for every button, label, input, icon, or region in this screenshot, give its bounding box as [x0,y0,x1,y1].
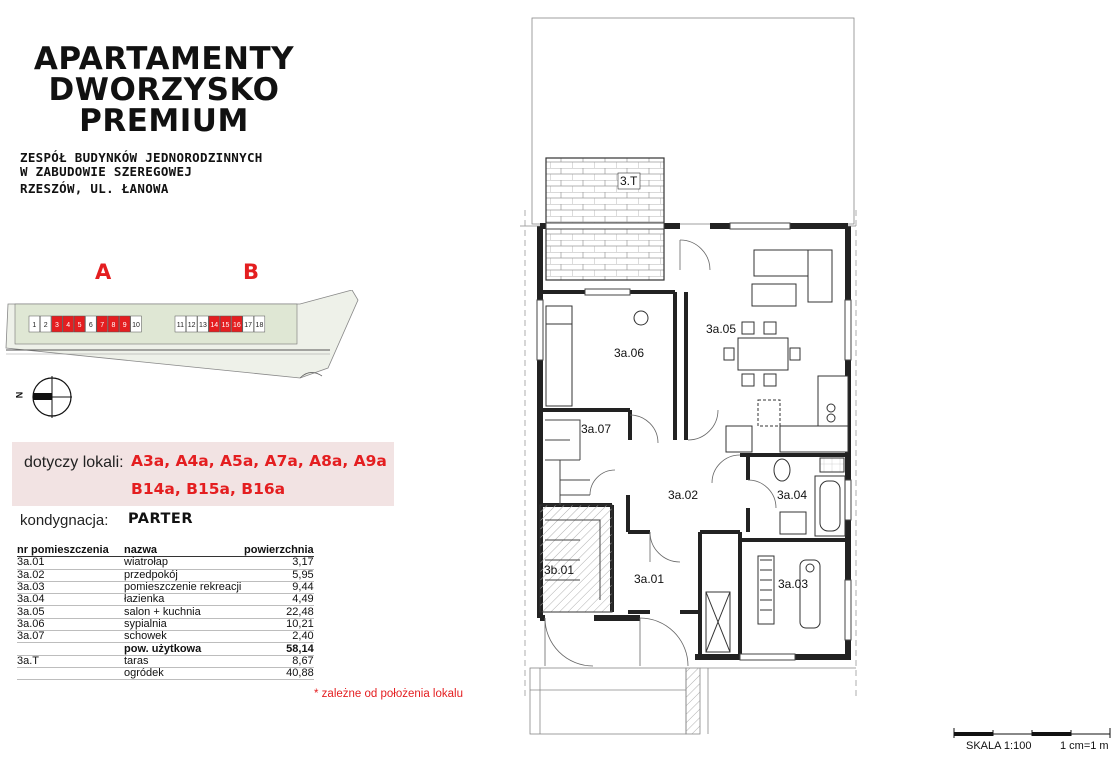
group-a-label: A [95,260,112,284]
cell-nr: 3a.02 [17,569,124,581]
room-terrace: 3.T [620,174,638,188]
rooms-table-header [17,545,314,557]
project-title [0,41,328,139]
cell-nazwa: sypialnia [124,618,244,630]
cell-pow: 10,21 [244,618,314,630]
cell-nazwa: taras [124,655,244,667]
site-unit-label: 6 [88,322,93,329]
room-rekreacja: 3a.03 [778,577,809,591]
site-unit-label: 9 [122,322,127,329]
site-unit-label: 12 [187,322,196,329]
scale-unit: 1 cm=1 m [1060,740,1109,752]
header-nr: nr pomieszczenia [17,545,124,557]
cell-nazwa: wiatrołap [124,557,244,569]
site-unit-label: 7 [100,322,105,329]
cell-pow: 40,88 [244,667,314,679]
cell-pow: 3,17 [244,557,314,569]
title-line-1: APARTAMENTY [33,41,295,77]
room-wiatrolap: 3a.01 [634,572,665,586]
room-schowek: 3a.07 [581,422,612,436]
room-neighbor: 3b.01 [544,563,575,577]
table-total-row [17,643,314,655]
cell-nr: 3a.06 [17,618,124,630]
site-unit-label: 13 [199,322,207,329]
table-row [17,631,314,643]
scale-label: SKALA 1:100 [966,740,1032,752]
site-unit-label: 2 [43,322,48,329]
cell-nr: 3a.07 [17,631,124,643]
cell-nr: 3a.03 [17,581,124,593]
table-row [17,557,314,569]
table-row [17,618,314,630]
floor-plan [515,15,860,740]
rooms-table [17,545,314,680]
cell-pow: 4,49 [244,594,314,606]
site-unit-label: 11 [176,322,184,329]
table-row [17,581,314,593]
cell-pow: 2,40 [244,631,314,643]
table-row [17,606,314,618]
lokale-line-2: B14a, B15a, B16a [131,480,286,498]
kondygnacja-label: kondygnacja: [20,512,109,529]
cell-nr [17,667,124,679]
cell-nazwa: salon + kuchnia [124,606,244,618]
site-unit-label: 16 [232,322,241,329]
cell-nazwa: łazienka [124,594,244,606]
site-unit-label: 18 [255,322,264,329]
site-unit-label: 4 [66,322,71,329]
footnote: * zależne od położenia lokalu [314,688,463,700]
subtitle-line-3: RZESZÓW, UL. ŁANOWA [20,181,169,196]
site-unit-label: 10 [132,322,140,329]
cell-nr: 3a.04 [17,594,124,606]
site-unit-label: 8 [111,322,116,329]
cell-pow: 22,48 [244,606,314,618]
room-sypialnia: 3a.06 [614,346,645,360]
cell-nazwa: ogródek [124,667,244,679]
subtitle-line-2: W ZABUDOWIE SZEREGOWEJ [20,164,193,179]
title-line-3: PREMIUM [79,103,249,139]
kondygnacja-value: PARTER [128,511,193,527]
site-unit-label: 5 [77,322,82,329]
header-nazwa: nazwa [124,545,244,557]
site-unit-label: 14 [210,322,219,329]
room-salon: 3a.05 [706,322,737,336]
table-row [17,569,314,581]
subtitle-line-1: ZESPÓŁ BUDYNKÓW JEDNORODZINNYCH [20,150,263,165]
cell-nr: 3a.05 [17,606,124,618]
title-line-2: DWORZYSKO [48,72,280,108]
room-lazienka: 3a.04 [777,488,808,502]
cell-nazwa: pomieszczenie rekreacji [124,581,244,593]
cell-pow: 8,67 [244,655,314,667]
header-powierzchnia: powierzchnia [244,544,314,557]
cell-pow: 9,44 [244,581,314,593]
compass-north-label: N [14,391,25,399]
site-unit-label: 17 [244,322,253,329]
cell-nr: 3a.T [17,655,124,667]
cell-nazwa: schowek [124,631,244,643]
site-unit-label: 3 [54,322,59,329]
cell-nr: 3a.01 [17,557,124,569]
table-row [17,655,314,667]
cell-nazwa: pow. użytkowa [124,643,244,655]
table-row [17,594,314,606]
table-row [17,667,314,679]
cell-nazwa: przedpokój [124,569,244,581]
lokale-line-1: A3a, A4a, A5a, A7a, A8a, A9a [131,452,387,470]
cell-pow: 5,95 [244,569,314,581]
site-unit-label: 1 [32,322,37,329]
room-przedpokoj: 3a.02 [668,488,699,502]
lokale-label: dotyczy lokali: [24,454,124,471]
cell-pow: 58,14 [244,643,314,655]
site-unit-label: 15 [221,322,230,329]
cell-nr [17,643,124,655]
group-b-label: B [243,260,260,284]
